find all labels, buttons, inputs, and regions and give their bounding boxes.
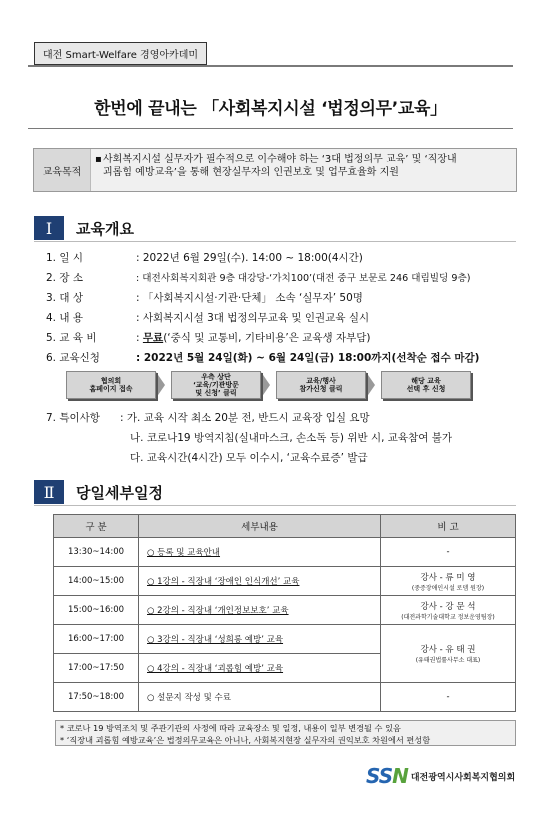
section-2-divider [34, 505, 516, 506]
step-text: ‘교육/기관방문 [193, 381, 239, 389]
purpose-box [33, 148, 517, 192]
column-header: 비 고 [381, 515, 516, 538]
note-cell [381, 625, 516, 683]
content-text: ○ 등록 및 교육안내 [147, 548, 221, 558]
step-text: 참가신청 클릭 [299, 385, 343, 393]
arrow-right-icon [261, 372, 270, 398]
time-cell: 16:00~17:00 [54, 625, 139, 654]
notes-label: 7. 특이사항 [46, 412, 100, 424]
section-1-number: Ⅰ [34, 216, 64, 240]
notes-row-2 [130, 430, 452, 445]
step-text: 우측 상단 [201, 373, 231, 381]
notes-row-1 [46, 410, 370, 425]
top-divider [28, 65, 513, 67]
academy-label: 대전 Smart-Welfare 경영아카데미 [34, 42, 207, 65]
info-value: : 대전사회복지회관 9층 대강당-‘가치100’(대전 중구 보문로 246 대림빌딩 9층) [136, 273, 471, 284]
lecturer-name: 강사 - 류 미 영 [420, 572, 476, 583]
time-cell: 17:50~18:00 [54, 683, 139, 712]
column-header: 구 분 [54, 515, 139, 538]
purpose-line-2: 괴롭힘 예방교육’을 통해 현장실무자의 인권보호 및 업무효율화 지원 [103, 167, 399, 178]
note-cell: - [381, 683, 516, 712]
table-row [54, 625, 516, 654]
content-text: ○ 2강의 - 직장내 ‘개인정보보호’ 교육 [147, 606, 289, 616]
bullet-icon: ▪ [95, 154, 102, 165]
lecturer-name: 강사 - 강 문 석 [420, 601, 476, 612]
info-label: 5. 교 육 비 [46, 332, 97, 344]
content-cell [139, 654, 381, 683]
content-cell [139, 625, 381, 654]
step-text: 홈페이지 접속 [89, 385, 133, 393]
page-title: 한번에 끝내는 「사회복지시설 ‘법정의무’교육」 [94, 99, 447, 119]
info-label: 4. 내 용 [46, 312, 83, 324]
info-row-target [46, 290, 363, 305]
lecturer-name: 강사 - 유 태 권 [420, 645, 476, 655]
time-cell: 13:30~14:00 [54, 538, 139, 567]
time-cell: 17:00~17:50 [54, 654, 139, 683]
note-cell [381, 567, 516, 596]
info-row-date [46, 250, 363, 265]
table-row [54, 596, 516, 625]
org-name: 대전광역시사회복지협의회 [410, 772, 516, 783]
info-value: : 2022년 6월 29일(수). 14:00 ~ 18:00(4시간) [136, 252, 363, 264]
ssn-logo-icon [366, 764, 408, 788]
step-1 [66, 371, 156, 399]
section-1-title: 교육개요 [76, 219, 134, 238]
content-text: ○ 설문지 작성 및 수료 [147, 693, 231, 703]
content-cell [139, 683, 381, 712]
step-3 [276, 371, 366, 399]
step-text: 교육/행사 [306, 377, 336, 385]
info-value [136, 330, 371, 345]
title-divider [28, 128, 513, 129]
content-text: ○ 3강의 - 직장내 ‘성희롱 예방’ 교육 [147, 635, 284, 645]
lecturer-title: (유태권법률사무소 대표) [415, 657, 481, 664]
purpose-line-1: 사회복지시설 실무자가 필수적으로 이수해야 하는 ‘3대 법정의무 교육’ 및 ‘직장내 [103, 154, 457, 165]
arrow-right-icon [156, 372, 165, 398]
step-2 [171, 371, 261, 399]
step-text: 및 신청’ 클릭 [195, 389, 237, 397]
footnote-line: * ‘직장내 괴롭힘 예방교육’은 법정의무교육은 아니나, 사회복지현장 실무자의 권익보호 차원에서 편성함 [60, 735, 431, 745]
schedule-table [53, 514, 516, 712]
info-row-content [46, 310, 369, 325]
logo-text: N [392, 764, 408, 788]
time-cell: 14:00~15:00 [54, 567, 139, 596]
fee-colon: : [136, 332, 143, 344]
column-header: 세부내용 [139, 515, 381, 538]
step-4 [381, 371, 471, 399]
section-1-header [34, 216, 134, 240]
info-value: : 「사회복지시설·기관·단체」 소속 ‘실무자’ 50명 [136, 292, 363, 304]
table-row [54, 567, 516, 596]
info-row-place [46, 270, 470, 285]
purpose-label: 교육목적 [34, 149, 91, 191]
footnote-box [55, 720, 516, 746]
info-label: 1. 일 시 [46, 252, 83, 264]
info-value: : 사회복지시설 3대 법정의무교육 및 인권교육 실시 [136, 312, 370, 324]
logo-text: SS [366, 764, 393, 788]
org-logo [366, 764, 515, 788]
note-item: 나. 코로나19 방역지침(실내마스크, 손소독 등) 위반 시, 교육참여 불가 [130, 432, 452, 444]
section-1-divider [34, 241, 516, 242]
note-cell: - [381, 538, 516, 567]
content-cell [139, 596, 381, 625]
lecturer-title: (중증장애인시설 로뎀 원장) [411, 584, 485, 592]
section-2-title: 당일세부일정 [76, 483, 163, 502]
fee-rest: (‘중식 및 교통비, 기타비용’은 교육생 자부담) [163, 332, 371, 344]
step-text: 해당 교육 [411, 377, 441, 385]
arrow-right-icon [366, 372, 375, 398]
content-cell [139, 538, 381, 567]
table-row [54, 683, 516, 712]
info-label: 3. 대 상 [46, 292, 83, 304]
time-cell: 15:00~16:00 [54, 596, 139, 625]
section-2-number: Ⅱ [34, 480, 64, 504]
content-cell [139, 567, 381, 596]
note-cell [381, 596, 516, 625]
table-row [54, 538, 516, 567]
step-text: 협의회 [100, 377, 122, 385]
step-text: 선택 후 신청 [406, 385, 446, 393]
content-text: ○ 1강의 - 직장내 ‘장애인 인식개선’ 교육 [147, 577, 300, 587]
info-label: 6. 교육신청 [46, 352, 100, 364]
table-header-row [54, 515, 516, 538]
info-row-apply [46, 350, 479, 365]
footnote-line: * 코로나 19 방역조치 및 주관기관의 사정에 따라 교육장소 및 일정, 내용이 일부 변경될 수 있음 [60, 723, 401, 733]
purpose-text [91, 149, 516, 191]
content-text: ○ 4강의 - 직장내 ‘괴롭힘 예방’ 교육 [147, 664, 284, 674]
note-item: : 가. 교육 시작 최소 20분 전, 반드시 교육장 입실 요망 [120, 412, 370, 424]
apply-steps [66, 370, 516, 400]
info-value: : 2022년 5월 24일(화) ~ 6월 24일(금) 18:00까지(선착순 접수 마감) [136, 352, 480, 364]
info-row-fee [46, 330, 371, 345]
section-2-header [34, 480, 163, 504]
fee-free: 무료 [142, 332, 164, 344]
notes-row-3 [130, 450, 368, 465]
lecturer-title: (대전과학기술대학교 정보운영팀장) [401, 613, 495, 621]
info-label: 2. 장 소 [46, 272, 83, 284]
note-item: 다. 교육시간(4시간) 모두 이수시, ‘교육수료증’ 발급 [130, 452, 368, 464]
